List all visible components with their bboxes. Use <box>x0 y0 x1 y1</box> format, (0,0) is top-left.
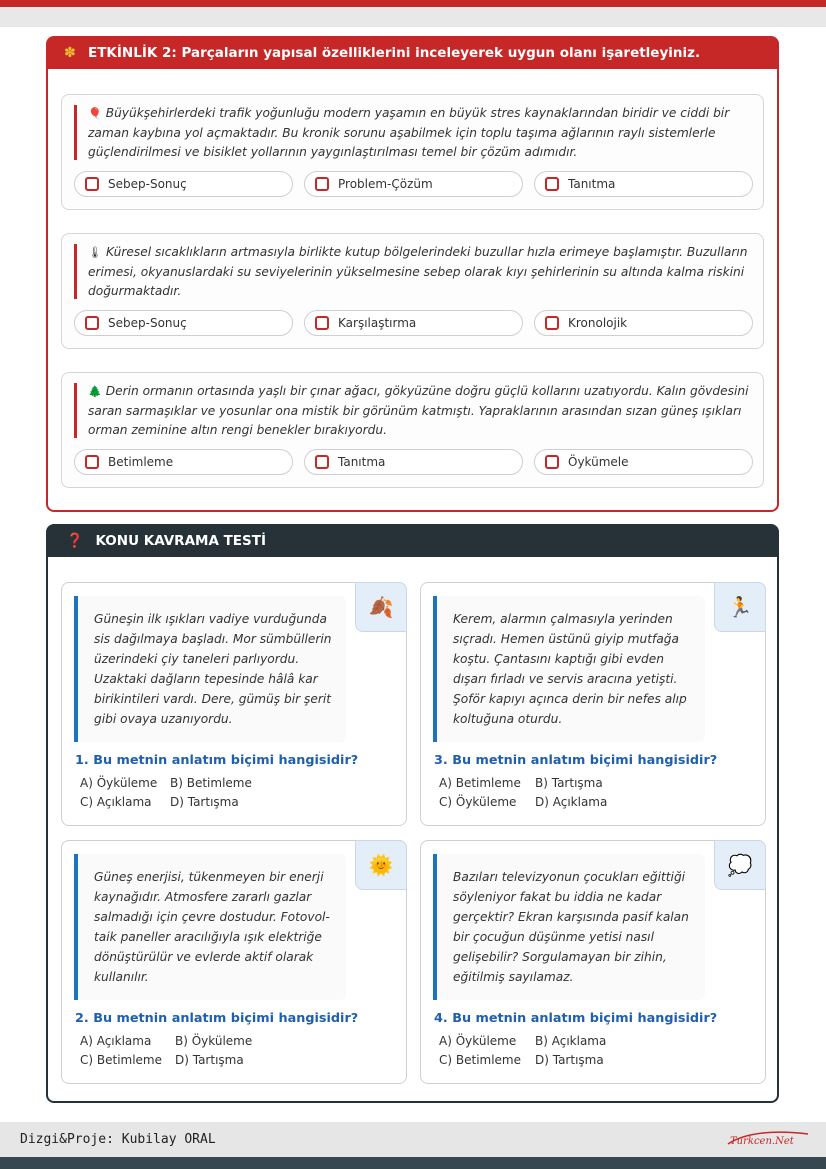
answer-b[interactable]: B) Açıklama <box>535 1034 607 1048</box>
passage-box <box>433 596 705 742</box>
answer-row <box>80 1034 252 1048</box>
question-prompt: 1. Bu metnin anlatım biçimi hangisidir? <box>75 753 359 768</box>
sun-icon: 🌞 <box>355 840 407 890</box>
question-prompt: 3. Bu metnin anlatım biçimi hangisidir? <box>434 753 718 768</box>
question-accent-bar <box>74 244 77 299</box>
option-karsilastirma[interactable]: Karşılaştırma <box>304 310 523 336</box>
activity-title: ETKİNLİK 2: Parçaların yapısal özelliklerini inceleyerek uygun olanı işaretleyiniz. <box>88 44 701 61</box>
answer-row <box>439 776 603 790</box>
question-accent-bar <box>74 105 77 160</box>
answer-row <box>439 1053 604 1067</box>
leaves-icon: 🍂 <box>355 582 407 632</box>
checkbox[interactable] <box>315 455 329 469</box>
question-prompt: 2. Bu metnin anlatım biçimi hangisidir? <box>75 1011 359 1026</box>
test-question-card <box>61 582 407 826</box>
activity-header <box>46 36 779 69</box>
checkbox[interactable] <box>545 177 559 191</box>
checkbox[interactable] <box>85 316 99 330</box>
activity-question-card <box>61 94 764 210</box>
test-question-card <box>420 582 766 826</box>
answer-d[interactable]: D) Tartışma <box>170 795 239 809</box>
test-header <box>46 524 779 557</box>
test-question-card <box>61 840 407 1084</box>
option-tanitma[interactable]: Tanıtma <box>534 171 753 197</box>
answer-row <box>80 1053 244 1067</box>
passage-text: Kerem, alarmın çalmasıyla yerinden sıçradı. Hemen üstünü giyip mutfağa koştu. Çantasını kaptığı gibi evden dışarı fırladı ve servis aracına yetişti. Şoför kapıyı açınca derin bir nefes alıp koltuğuna oturdu. <box>453 612 687 726</box>
top-gray-band <box>0 7 826 27</box>
puzzle-icon: ✽ <box>64 44 76 61</box>
answer-c[interactable]: C) Açıklama <box>80 795 152 809</box>
answer-d[interactable]: D) Açıklama <box>535 795 608 809</box>
answer-row <box>439 1034 606 1048</box>
question-text: 🎈 Büyükşehirlerdeki trafik yoğunluğu modern yaşamın en büyük stres kaynaklarından biridir ve ciddi bir zaman kaybına yol açmaktadır. Bu kronik sorunu aşabilmek için toplu taşıma ağlarının raylı sistemlerle güçlendirilmesi ve bisiklet yollarının yaygınlaştırılması temel bir çözüm adımıdır. <box>88 106 730 159</box>
passage-text: Güneş enerjisi, tükenmeyen bir enerji kaynağıdır. Atmosfere zararlı gazlar salmadığı için çevre dostudur. Fotovol-taik paneller aracılığıyla ışık elektriğe dönüştürülür ve evlerde aktif olarak kullanılır. <box>94 870 330 984</box>
option-oykumele[interactable]: Öykümele <box>534 449 753 475</box>
option-problem-cozum[interactable]: Problem-Çözüm <box>304 171 523 197</box>
test-question-card <box>420 840 766 1084</box>
footer <box>0 1122 826 1157</box>
question-icon: ❓ <box>66 532 84 549</box>
answer-d[interactable]: D) Tartışma <box>535 1053 604 1067</box>
checkbox[interactable] <box>545 455 559 469</box>
answer-a[interactable]: A) Öyküleme <box>439 1034 517 1048</box>
bottom-bar <box>0 1157 826 1169</box>
runner-icon: 🏃 <box>714 582 766 632</box>
activity-question-card <box>61 372 764 488</box>
answer-c[interactable]: C) Öyküleme <box>439 795 517 809</box>
answer-d[interactable]: D) Tartışma <box>175 1053 244 1067</box>
thought-bubble-icon: 💭 <box>714 840 766 890</box>
checkbox[interactable] <box>315 316 329 330</box>
option-sebep-sonuc[interactable]: Sebep-Sonuç <box>74 310 293 336</box>
thermometer-icon: 🌡 <box>88 246 102 259</box>
passage-box <box>74 854 346 1000</box>
footer-credit: Dizgi&Proje: Kubilay ORAL <box>20 1132 216 1147</box>
passage-box <box>433 854 705 1000</box>
passage-box <box>74 596 346 742</box>
passage-text: Güneşin ilk ışıkları vadiye vurduğunda sis dağılmaya başladı. Mor sümbüllerin üzerindeki çiy taneleri parlıyordu. Uzaktaki dağların tepesinde hâlâ kar birikintileri vardı. Dere, gümüş bir şerit gibi ovaya uzanıyordu. <box>94 612 332 726</box>
answer-row <box>80 795 239 809</box>
checkbox[interactable] <box>85 455 99 469</box>
answer-c[interactable]: C) Betimleme <box>439 1053 522 1067</box>
option-kronolojik[interactable]: Kronolojik <box>534 310 753 336</box>
answer-c[interactable]: C) Betimleme <box>80 1053 163 1067</box>
question-prompt: 4. Bu metnin anlatım biçimi hangisidir? <box>434 1011 718 1026</box>
option-sebep-sonuc[interactable]: Sebep-Sonuç <box>74 171 293 197</box>
option-tanitma[interactable]: Tanıtma <box>304 449 523 475</box>
question-text: 🌲 Derin ormanın ortasında yaşlı bir çınar ağacı, gökyüzüne doğru güçlü kollarını uzatıyordu. Kalın gövdesini saran sarmaşıklar ve yosunlar ona mistik bir görünüm katmıştı. Yapraklarının arasından sızan güneş ışıkları orman zeminine altın rengi benekler bırakıyordu. <box>88 384 749 437</box>
checkbox[interactable] <box>315 177 329 191</box>
answer-row <box>80 776 252 790</box>
tree-icon: 🌲 <box>88 385 102 398</box>
answer-a[interactable]: A) Açıklama <box>80 1034 152 1048</box>
question-text: 🌡 Küresel sıcaklıkların artmasıyla birlikte kutup bölgelerindeki buzullar hızla erimeye başlamıştır. Buzulların erimesi, okyanuslardaki su seviyelerinin yükselmesine sebep olarak kıyı şehirlerinin su altında kalma riskini doğurmaktadır. <box>88 245 748 298</box>
test-title: KONU KAVRAMA TESTİ <box>95 532 266 549</box>
checkbox[interactable] <box>85 177 99 191</box>
checkbox[interactable] <box>545 316 559 330</box>
answer-a[interactable]: A) Betimleme <box>439 776 521 790</box>
option-betimleme[interactable]: Betimleme <box>74 449 293 475</box>
answer-b[interactable]: B) Betimleme <box>170 776 252 790</box>
answer-row <box>439 795 607 809</box>
answer-a[interactable]: A) Öyküleme <box>80 776 158 790</box>
answer-b[interactable]: B) Öyküleme <box>175 1034 253 1048</box>
question-accent-bar <box>74 383 77 438</box>
site-logo[interactable] <box>726 1128 810 1150</box>
activity-question-card <box>61 233 764 349</box>
balloon-icon: 🎈 <box>88 107 102 120</box>
passage-text: Bazıları televizyonun çocukları eğittiği söyleniyor fakat bu iddia ne kadar gerçektir? Ekran karşısında pasif kalan bir çocuğun düşünme yetisi nasıl gelişebilir? Sorgulamayan bir zihin, eğitilmiş sayılamaz. <box>453 870 689 984</box>
top-accent-bar <box>0 0 826 7</box>
answer-b[interactable]: B) Tartışma <box>535 776 603 790</box>
logo-text: Turkcen.Net <box>730 1136 794 1147</box>
